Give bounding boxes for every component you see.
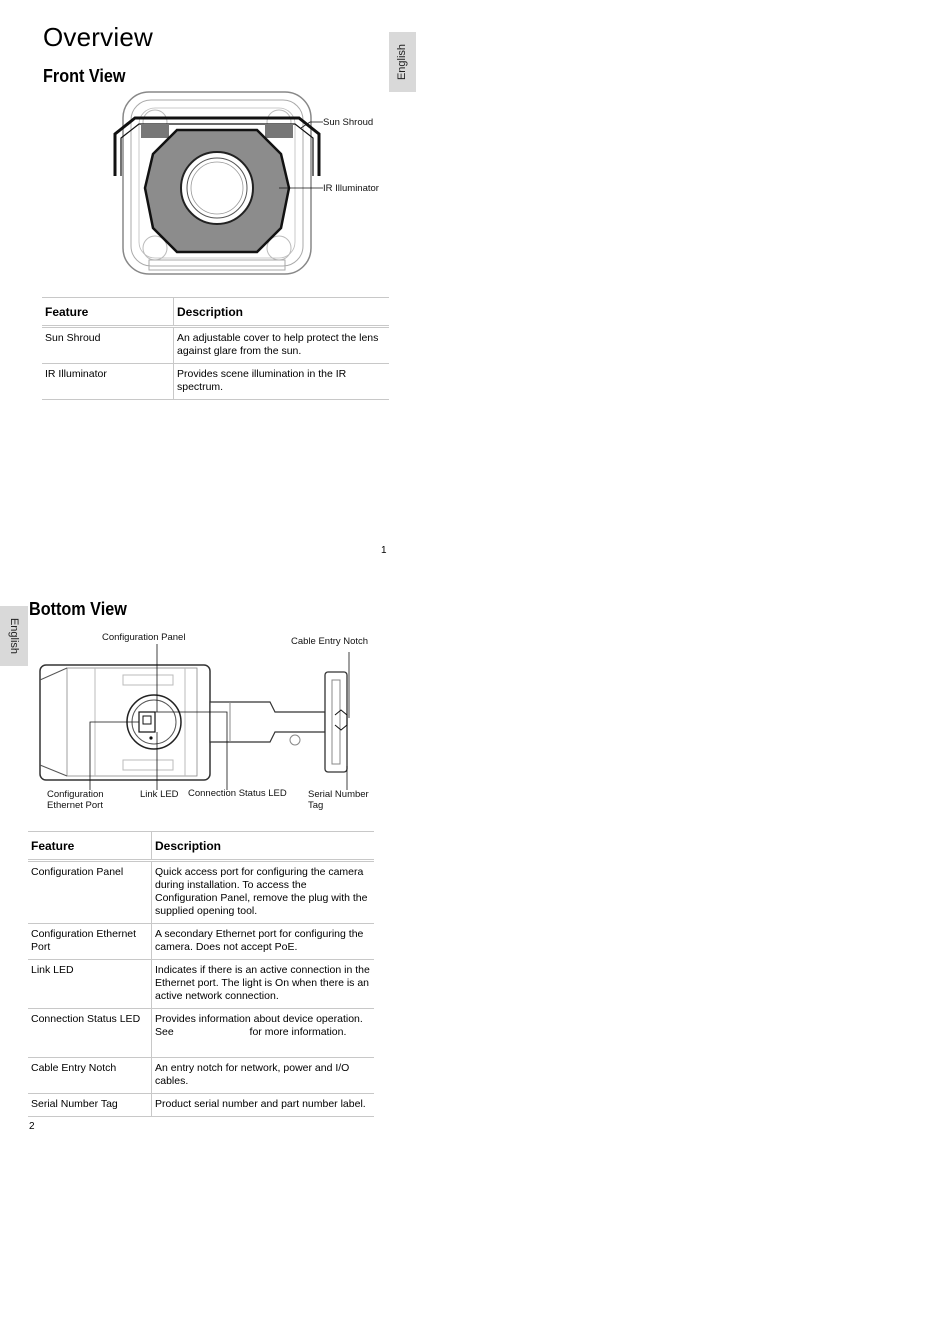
feature-cell: IR Illuminator [42, 364, 174, 400]
description-cell: Provides scene illumination in the IR spectrum. [174, 364, 390, 400]
description-cell: A secondary Ethernet port for configuring the camera. Does not accept PoE. [152, 924, 375, 960]
feature-cell: Cable Entry Notch [28, 1058, 152, 1094]
page-number: 2 [29, 1121, 35, 1132]
callout-line: Configuration [47, 789, 104, 800]
table-row [28, 1009, 374, 1058]
callout-serial-number-tag [308, 789, 369, 811]
section-heading-front-view: Front View [43, 66, 126, 86]
callout-configuration-panel: Configuration Panel [102, 632, 186, 643]
table-header-description: Description [152, 832, 375, 861]
table-row [42, 327, 389, 364]
callout-cable-entry-notch: Cable Entry Notch [291, 636, 369, 647]
table-row [28, 960, 374, 1009]
callout-sun-shroud: Sun Shroud [323, 117, 374, 128]
language-tab [0, 606, 28, 666]
section-heading-bottom-view: Bottom View [29, 599, 127, 619]
callout-line: Tag [308, 800, 324, 811]
front-view-feature-table [42, 297, 389, 400]
feature-cell: Configuration Panel [28, 861, 152, 924]
bottom-view-illustration [35, 640, 380, 805]
table-row [28, 1058, 374, 1094]
feature-cell: Link LED [28, 960, 152, 1009]
callout-link-led: Link LED [140, 789, 179, 800]
bottom-view-feature-table [28, 831, 374, 1117]
language-tab-label: English [396, 43, 409, 81]
callout-ir-illuminator: IR Illuminator [323, 183, 379, 194]
description-cell: An entry notch for network, power and I/O cables. [152, 1058, 375, 1094]
table-row [28, 1094, 374, 1117]
description-cell: Provides information about device operation. See for more information. [152, 1009, 375, 1058]
table-row [28, 861, 374, 924]
description-cell: An adjustable cover to help protect the lens against glare from the sun. [174, 327, 390, 364]
page-number: 1 [381, 545, 387, 556]
feature-cell: Serial Number Tag [28, 1094, 152, 1117]
callout-line: Ethernet Port [47, 800, 103, 811]
callout-connection-status-led: Connection Status LED [188, 788, 287, 799]
description-cell: Indicates if there is an active connection in the Ethernet port. The light is On when there is an active network connection. [152, 960, 375, 1009]
callout-line: Serial Number [308, 789, 369, 800]
table-row [42, 364, 389, 400]
language-tab-label: English [8, 617, 21, 655]
description-cell: Quick access port for configuring the camera during installation. To access the Configuration Panel, remove the plug with the supplied opening tool. [152, 861, 375, 924]
table-header-description: Description [174, 298, 390, 327]
table-row [28, 924, 374, 960]
feature-cell: Sun Shroud [42, 327, 174, 364]
table-header-feature: Feature [42, 298, 174, 327]
page-title: Overview [43, 22, 153, 52]
callout-configuration-ethernet-port [47, 789, 104, 811]
description-cell: Product serial number and part number label. [152, 1094, 375, 1117]
table-header-feature: Feature [28, 832, 152, 861]
feature-cell: Connection Status LED [28, 1009, 152, 1058]
language-tab [389, 32, 416, 92]
feature-cell: Configuration Ethernet Port [28, 924, 152, 960]
